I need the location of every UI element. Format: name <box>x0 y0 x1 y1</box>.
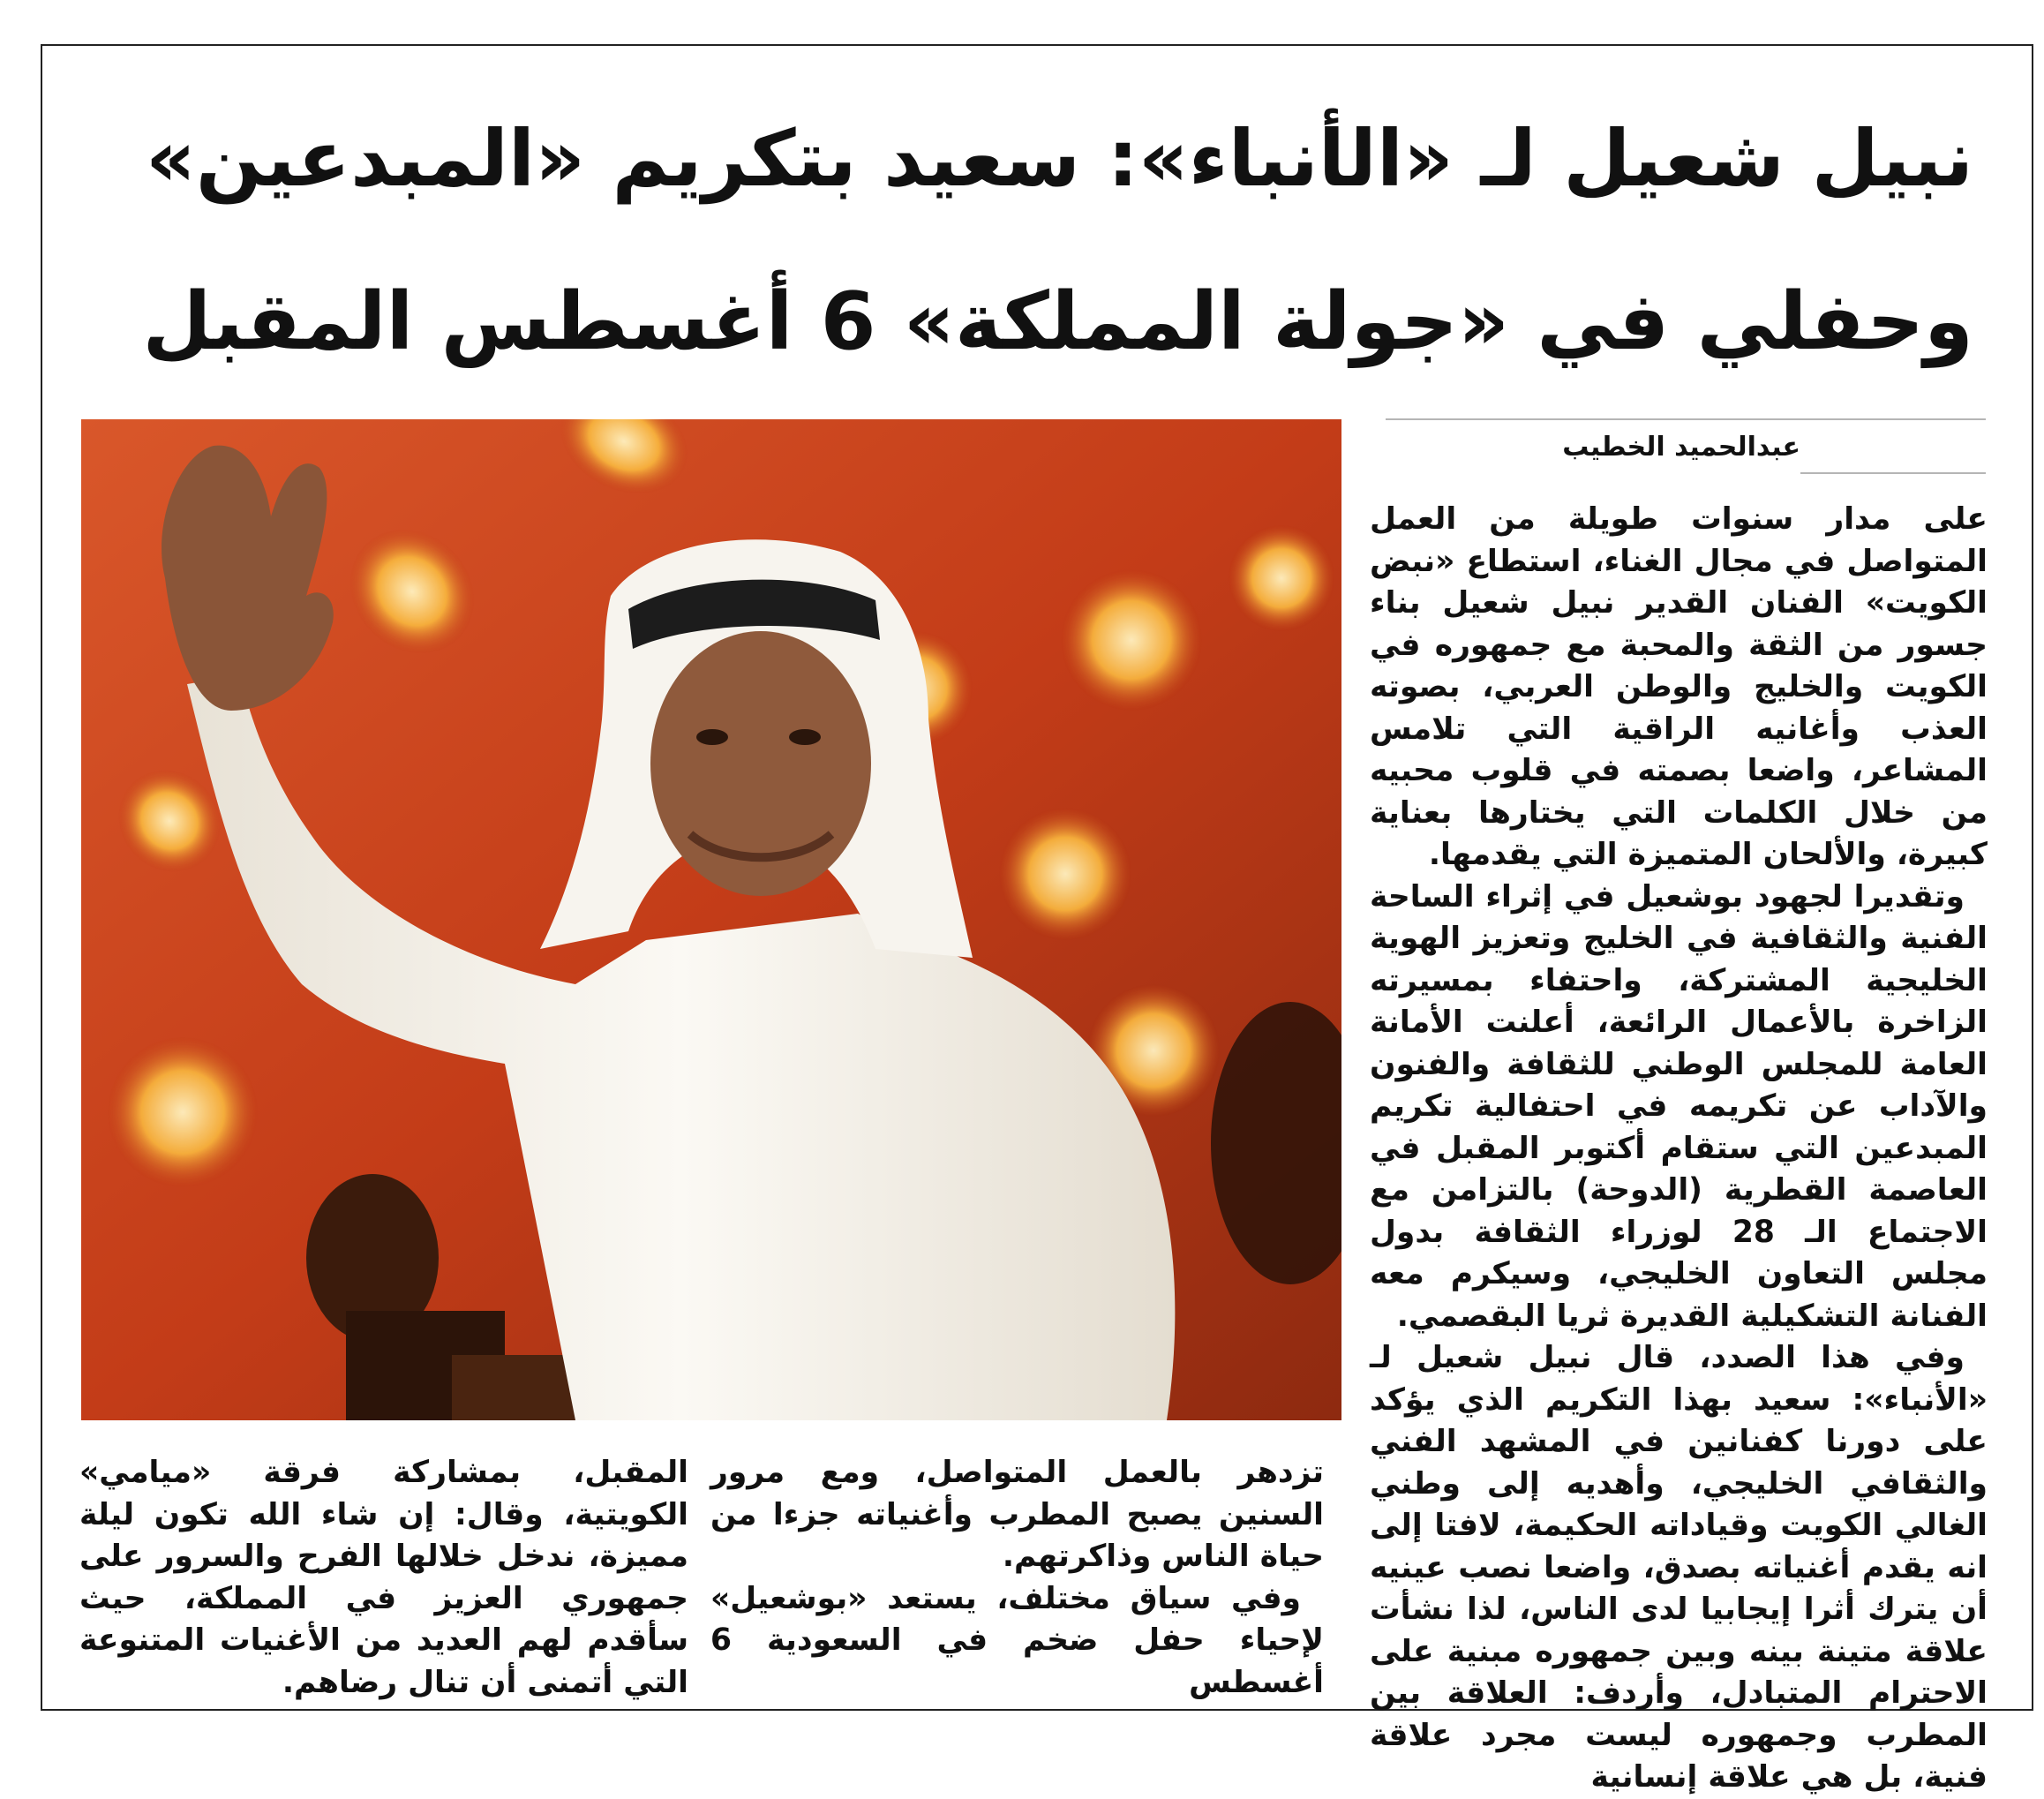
article-photo <box>81 419 1341 1420</box>
byline: عبدالحميد الخطيب <box>1562 432 1800 463</box>
article-column-left <box>79 1452 688 1704</box>
paragraph: المقبل، بمشاركة فرقة «ميامي» الكويتية، وقال: إن شاء الله تكون ليلة مميزة، ندخل خلالها الفرح والسرور على جمهوري العزيز في المملكة، حيث سأقدم لهم العديد من الأغنيات المتنوعة التي أتمنى أن تنال رضاهم. <box>79 1455 688 1700</box>
article-column-main <box>1370 499 1988 1799</box>
headline-line-2: وحفلي في «جولة المملكة» 6 أغسطس المقبل <box>142 275 1973 368</box>
byline-rule-top <box>1386 418 1986 420</box>
paragraph: وفي هذا الصدد، قال نبيل شعيل لـ «الأنباء»: سعيد بهذا التكريم الذي يؤكد على دورنا كفنانين في المشهد الفني والثقافي الخليجي، وأهديه إلى وطني الغالي الكويت وقياداته الحكيمة، لافتا إلى انه يقدم أغنياته بصدق، واضعا نصب عينيه أن يترك أثرا إيجابيا لدى الناس، لذا نشأت علاقة متينة بينه وبين جمهوره مبنية على الاحترام المتبادل، وأردف: العلاقة بين المطرب وجمهوره ليست مجرد علاقة فنية، بل هي علاقة إنسانية <box>1370 1340 1988 1795</box>
headline-line-1: نبيل شعيل لـ «الأنباء»: سعيد بتكريم «المبدعين» <box>146 113 1973 204</box>
paragraph: على مدار سنوات طويلة من العمل المتواصل في مجال الغناء، استطاع «نبض الكويت» الفنان القدير نبيل شعيل بناء جسور من الثقة والمحبة مع جمهوره في الكويت والخليج والوطن العربي، بصوته العذب وأغانيه الراقية التي تلامس المشاعر، واضعا بصمته في قلوب محبيه من خلال الكلمات التي يختارها بعناية كبيرة، والألحان المتميزة التي يقدمها. <box>1370 501 1988 872</box>
paragraph: وتقديرا لجهود بوشعيل في إثراء الساحة الفنية والثقافية في الخليج وتعزيز الهوية الخليجية المشتركة، واحتفاء بمسيرته الزاخرة بالأعمال الرائعة، أعلنت الأمانة العامة للمجلس الوطني للثقافة والفنون والآداب عن تكريمه في احتفالية تكريم المبدعين التي ستقام أكتوبر المقبل في العاصمة القطرية (الدوحة) بالتزامن مع الاجتماع الـ 28 لوزراء الثقافة بدول مجلس التعاون الخليجي، وسيكرم معه الفنانة التشكيلية القديرة ثريا البقصمي. <box>1370 878 1988 1334</box>
byline-rule-bottom <box>1800 472 1986 474</box>
article-column-middle <box>710 1452 1324 1704</box>
paragraph: وفي سياق مختلف، يستعد «بوشعيل» لإحياء حفل ضخم في السعودية 6 أغسطس <box>710 1580 1324 1700</box>
paragraph: تزدهر بالعمل المتواصل، ومع مرور السنين يصبح المطرب وأغنياته جزءا من حياة الناس وذاكرتهم. <box>710 1455 1324 1574</box>
